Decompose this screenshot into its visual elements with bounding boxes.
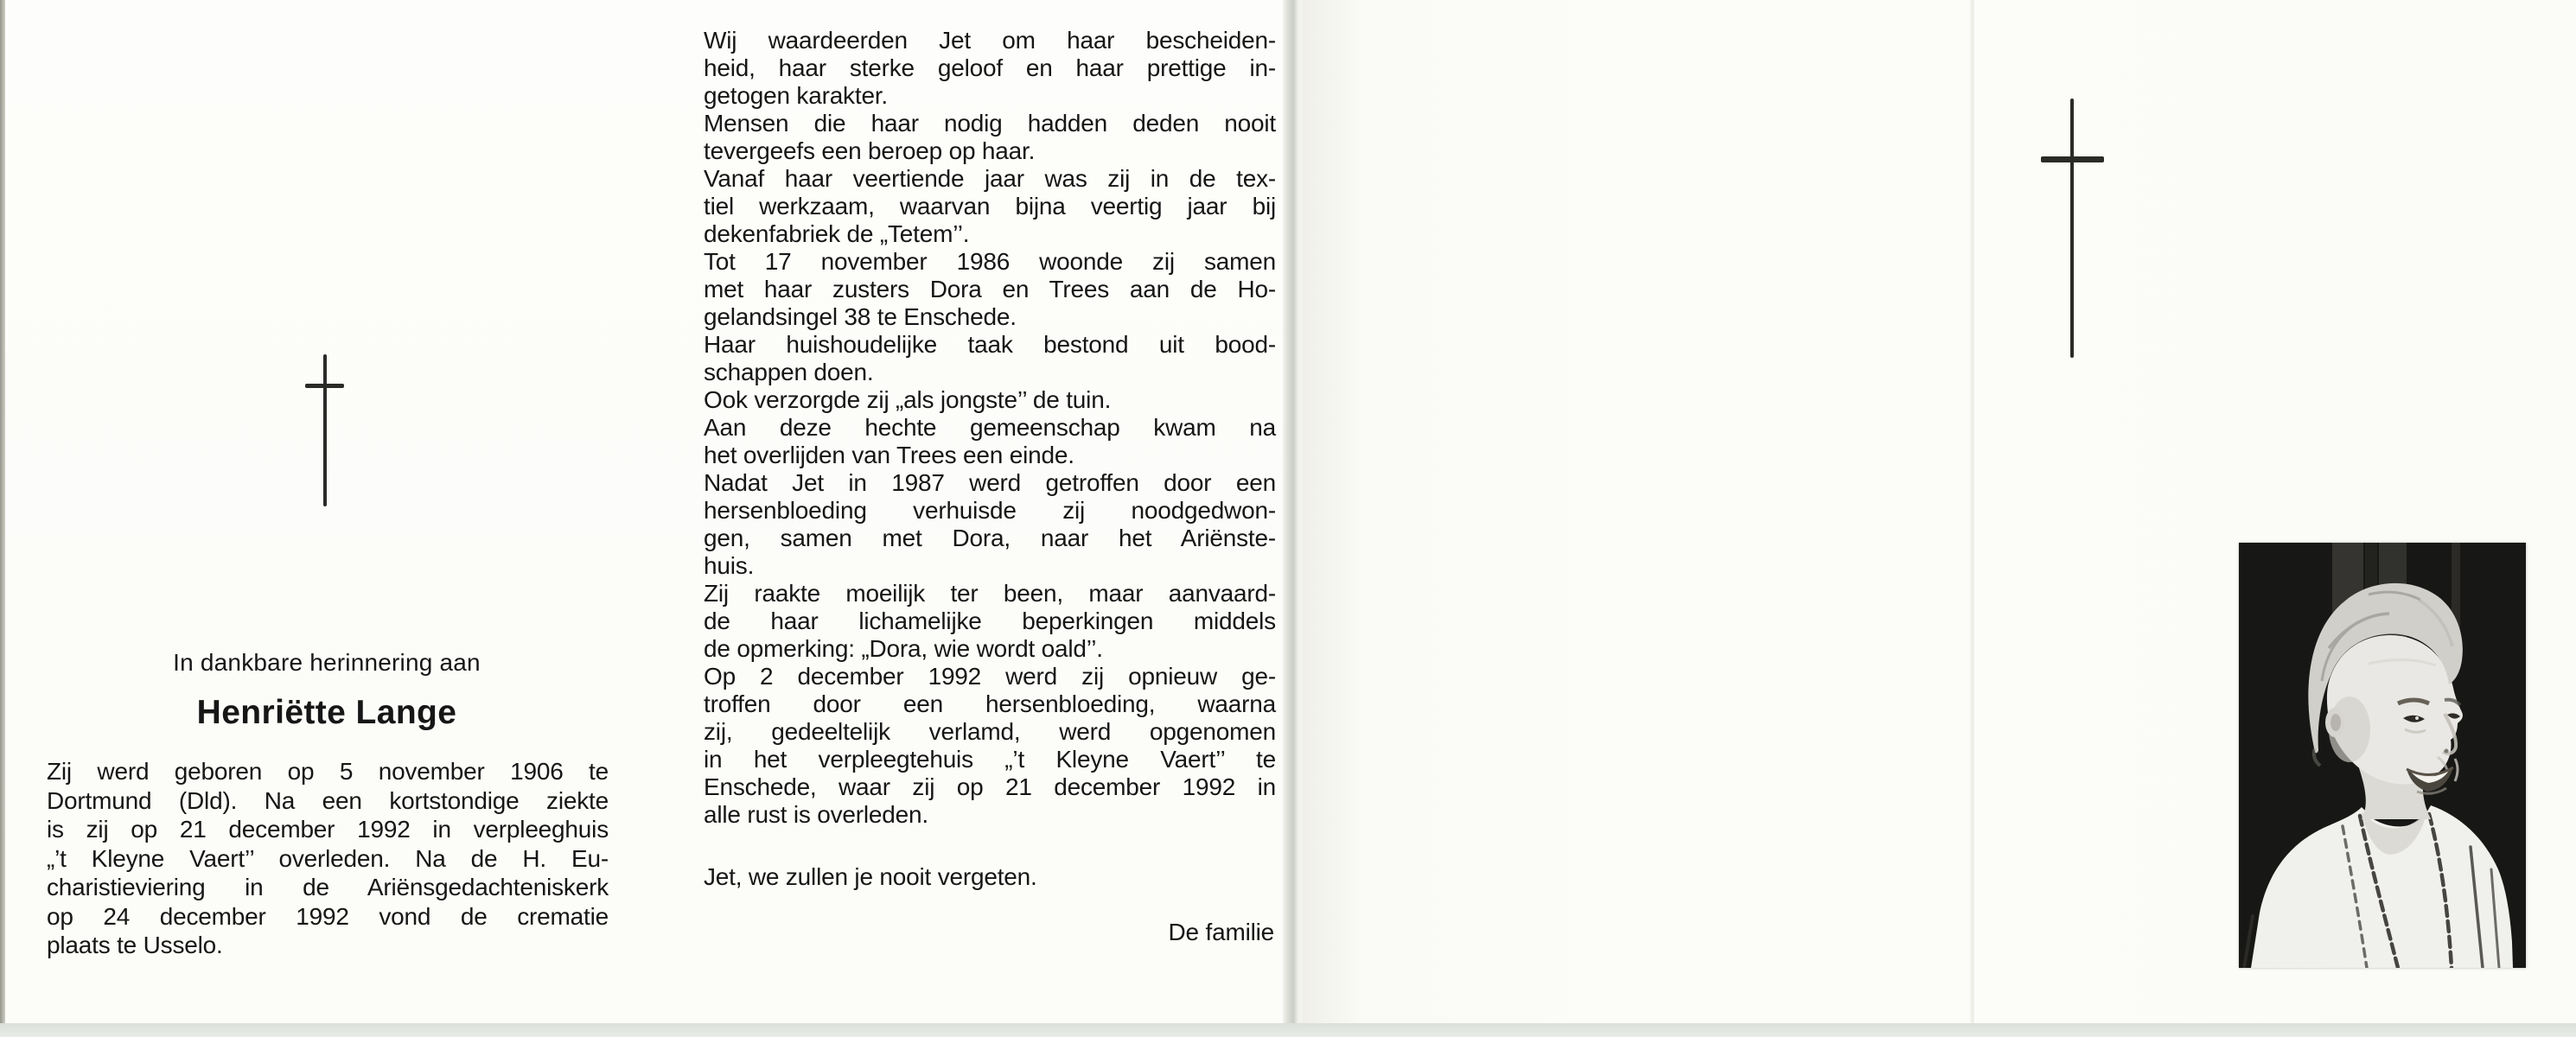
memorial-line: Ook verzorgde zij „als jongste’’ de tuin. xyxy=(704,386,1112,413)
memorial-line: hersenbloeding verhuisde zij noodgedwon- xyxy=(704,497,1276,524)
memorial-line: Mensen die haar nodig hadden deden nooit xyxy=(704,110,1276,137)
memorial-line: Aan deze hechte gemeenschap kwam na xyxy=(704,414,1276,441)
memorial-line: getogen karakter. xyxy=(704,82,888,109)
memorial-line: Vanaf haar veertiende jaar was zij in de tex- xyxy=(704,165,1276,192)
memorial-line: de opmerking: „Dora, wie wordt oald’’. xyxy=(704,635,1103,662)
memorial-line: tevergeefs een beroep op haar. xyxy=(704,137,1036,164)
closing-line: Jet, we zullen je nooit vergeten. xyxy=(704,863,1037,890)
bio-line: is zij op 21 december 1992 in verpleeghuis xyxy=(47,816,609,843)
bio-line: op 24 december 1992 vond de crematie xyxy=(47,902,609,930)
memorial-line: Tot 17 november 1986 woonde zij samen xyxy=(704,248,1276,275)
memorial-line: Zij raakte moeilijk ter been, maar aanvaard- xyxy=(704,580,1276,607)
memorial-line: het overlijden van Trees een einde. xyxy=(704,442,1074,468)
card-crease xyxy=(1283,0,1302,1029)
bio-paragraph xyxy=(47,757,609,960)
memorial-line: Nadat Jet in 1987 werd getroffen door een xyxy=(704,469,1276,496)
memorial-line: alle rust is overleden. xyxy=(704,801,928,828)
card-fold-line xyxy=(1969,0,1978,1029)
memorial-line: de haar lichamelijke beperkingen middels xyxy=(704,608,1276,634)
bio-line: charistieviering in de Ariënsgedachteniskerk xyxy=(47,874,609,900)
memorial-line: huis. xyxy=(704,552,755,579)
memorial-line: dekenfabriek de „Tetem’’. xyxy=(704,220,970,247)
memorial-line: schappen doen. xyxy=(704,359,874,385)
family-signature: De familie xyxy=(1168,919,1274,945)
scan-left-edge xyxy=(0,0,5,1037)
cross-vertical-bar xyxy=(2070,99,2074,358)
cross-horizontal-bar xyxy=(305,384,344,388)
memorial-line: gelandsingel 38 te Enschede. xyxy=(704,303,1017,330)
portrait-photo xyxy=(2239,543,2526,968)
memorial-line: troffen door een hersenbloeding, waarna xyxy=(704,690,1276,717)
memorial-paragraphs xyxy=(704,27,1276,829)
memorial-line: Op 2 december 1992 werd zij opnieuw ge- xyxy=(704,663,1276,690)
memorial-line: in het verpleegtehuis „’t Kleyne Vaert’’ te xyxy=(704,746,1276,773)
memorial-text-column xyxy=(704,27,1276,946)
bio-line: Dortmund (Dld). Na een kortstondige ziekte xyxy=(47,786,609,814)
scan-bottom-edge xyxy=(0,1023,2576,1037)
memorial-line: gen, samen met Dora, naar het Ariënste- xyxy=(704,525,1276,551)
deceased-name: Henriëtte Lange xyxy=(196,694,457,731)
dedication-line: In dankbare herinnering aan xyxy=(173,649,481,676)
right-card xyxy=(1302,0,2576,1029)
memorial-line: Wij waardeerden Jet om haar bescheiden- xyxy=(704,27,1276,54)
cross-horizontal-bar xyxy=(2041,156,2104,162)
portrait-photo-drawing xyxy=(2239,543,2526,968)
bio-line: plaats te Usselo. xyxy=(47,932,223,958)
bio-line: Zij werd geboren op 5 november 1906 te xyxy=(47,758,609,785)
left-card xyxy=(5,0,1286,1025)
memorial-line: zij, gedeeltelijk verlamd, werd opgenomen xyxy=(704,718,1276,745)
bio-line: „’t Kleyne Vaert’’ overleden. Na de H. Eu- xyxy=(47,844,609,872)
memorial-line: met haar zusters Dora en Trees aan de Ho- xyxy=(704,276,1276,302)
memorial-line: Haar huishoudelijke taak bestond uit bood- xyxy=(704,331,1276,358)
memorial-line: Enschede, waar zij op 21 december 1992 in xyxy=(704,773,1276,800)
memorial-line: heid, haar sterke geloof en haar prettige in- xyxy=(704,54,1276,81)
memorial-line: tiel werkzaam, waarvan bijna veertig jaar bij xyxy=(704,193,1276,219)
cross-vertical-bar xyxy=(323,354,327,506)
